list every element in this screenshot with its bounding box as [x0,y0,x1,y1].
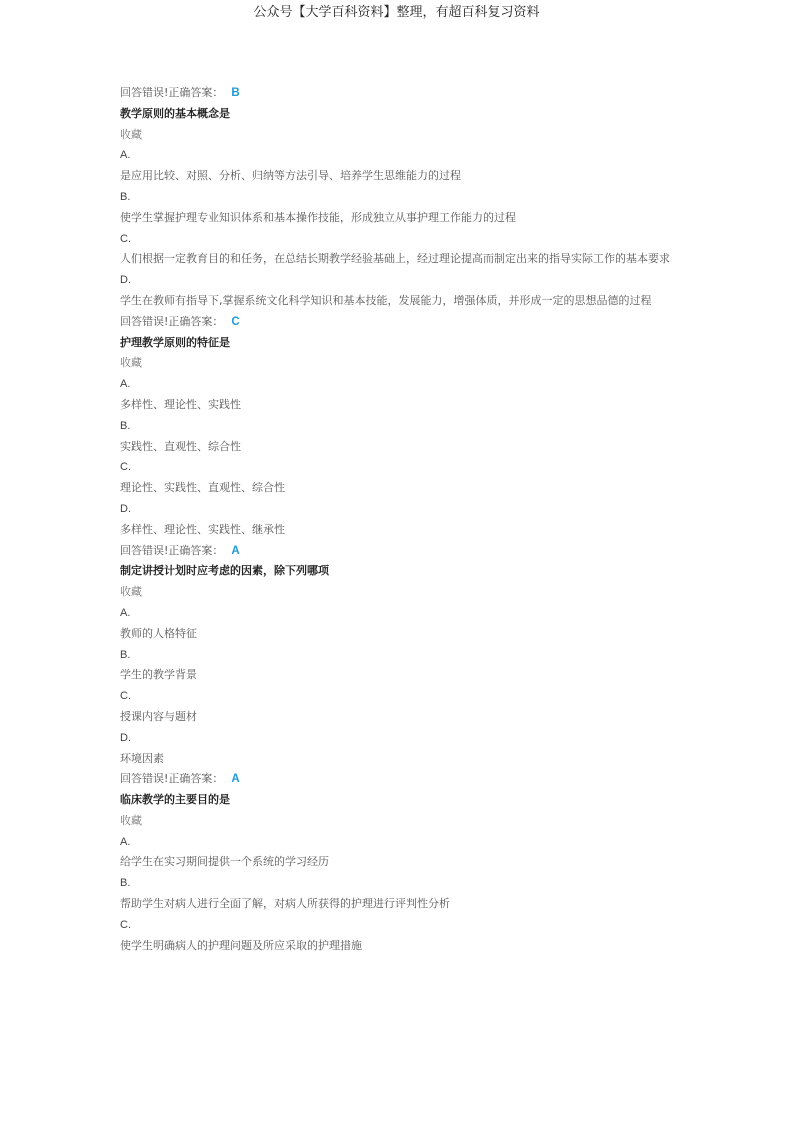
option-c-text[interactable]: 授课内容与题材 [120,709,197,723]
option-d-text[interactable]: 多样性、理论性、实践性、继承性 [120,522,285,536]
question-title: 护理教学原则的特征是 [120,335,230,349]
option-b-label[interactable]: B. [120,419,131,432]
question-block [120,561,680,790]
option-b-text[interactable]: 学生的教学背景 [120,668,197,682]
correct-answer: C [231,315,240,328]
option-c-label[interactable]: C. [120,232,131,245]
result-label: 回答错误!正确答案： [120,543,224,557]
option-d-label[interactable]: D. [120,731,131,744]
option-d-label[interactable]: D. [120,274,131,287]
option-d-text[interactable]: 学生在教师有指导下,掌握系统文化科学知识和基本技能，发展能力，增强体质，并形成一定的思想品德的过程 [120,293,652,307]
result-label: 回答错误!正确答案： [120,86,224,99]
favorite-link[interactable]: 收藏 [120,813,142,827]
favorite-link[interactable]: 收藏 [120,585,142,599]
option-a-label[interactable]: A. [120,606,131,619]
option-c-label[interactable]: C. [120,461,131,474]
option-a-text[interactable]: 给学生在实习期间提供一个系统的学习经历 [120,855,329,869]
result-label: 回答错误!正确答案： [120,314,224,328]
option-d-text[interactable]: 环境因素 [120,751,164,765]
correct-answer: A [231,544,240,557]
option-c-text[interactable]: 理论性、实践性、直观性、综合性 [120,481,285,495]
option-b-text[interactable]: 帮助学生对病人进行全面了解，对病人所获得的护理进行评判性分析 [120,897,450,911]
question-title: 制定讲授计划时应考虑的因素，除下列哪项 [120,564,329,578]
option-b-text[interactable]: 实践性、直观性、综合性 [120,439,241,453]
option-a-label[interactable]: A. [120,378,131,391]
quiz-content [120,83,680,956]
question-title: 教学原则的基本概念是 [120,106,230,120]
option-a-label[interactable]: A. [120,835,131,848]
option-b-text[interactable]: 使学生掌握护理专业知识体系和基本操作技能，形成独立从事护理工作能力的过程 [120,210,516,224]
answer-result [120,541,680,562]
correct-answer: A [231,773,240,786]
option-d-label[interactable]: D. [120,502,131,515]
option-a-text[interactable]: 是应用比较、对照、分析、归纳等方法引导、培养学生思维能力的过程 [120,169,461,183]
option-c-label[interactable]: C. [120,918,131,931]
favorite-link[interactable]: 收藏 [120,356,142,370]
answer-result [120,312,680,333]
correct-answer: B [231,87,240,99]
answer-result [120,769,680,790]
question-block [120,104,680,333]
question-title: 临床教学的主要目的是 [120,793,230,807]
option-b-label[interactable]: B. [120,190,131,203]
option-a-label[interactable]: A. [120,149,131,162]
page-header: 公众号【大学百科资料】整理，有超百科复习资料 [253,5,540,20]
question-block [120,333,680,562]
favorite-link[interactable]: 收藏 [120,127,142,141]
option-a-text[interactable]: 教师的人格特征 [120,626,197,640]
answer-result [120,83,680,104]
option-c-text[interactable]: 人们根据一定教育目的和任务，在总结长期教学经验基础上，经过理论提高而制定出来的指导实际工作的基本要求 [120,252,670,266]
option-c-text[interactable]: 使学生明确病人的护理问题及所应采取的护理措施 [120,938,362,952]
option-b-label[interactable]: B. [120,648,131,661]
option-a-text[interactable]: 多样性、理论性、实践性 [120,397,241,411]
option-b-label[interactable]: B. [120,877,131,890]
question-block [120,790,680,956]
result-label: 回答错误!正确答案： [120,772,224,786]
option-c-label[interactable]: C. [120,690,131,703]
